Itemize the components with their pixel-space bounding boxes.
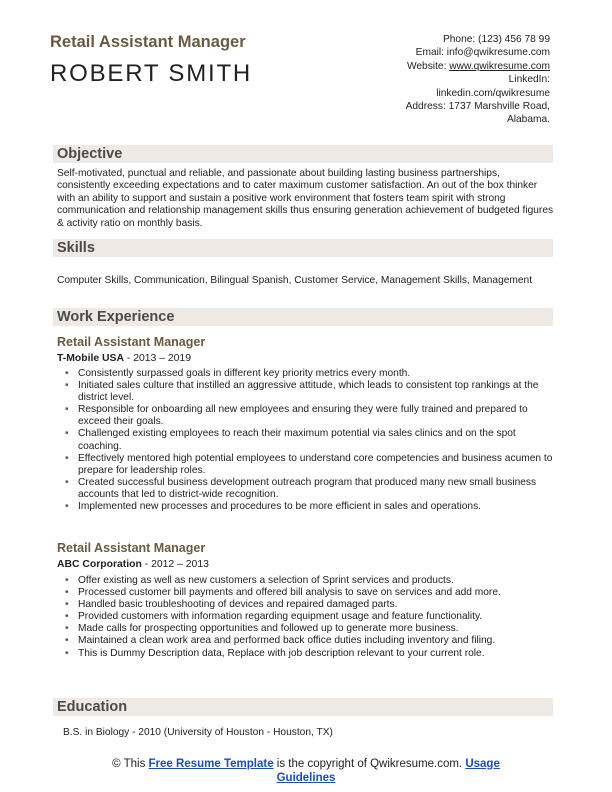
education-heading: Education	[57, 699, 128, 715]
contact-linkedin-value: linkedin.com/qwikresume	[436, 87, 550, 99]
job-1-title: Retail Assistant Manager	[57, 335, 206, 349]
candidate-name: ROBERT SMITH	[50, 60, 253, 87]
contact-email: Email: info@qwikresume.com	[415, 47, 550, 59]
job-2-title: Retail Assistant Manager	[57, 541, 206, 555]
copyright-footer	[0, 757, 612, 785]
website-link[interactable]: www.qwikresume.com	[449, 60, 550, 72]
bullet-icon: •	[65, 623, 69, 635]
list-item: • Consistently surpassed goals in different key priority metrics every month.	[65, 368, 411, 379]
objective-heading: Objective	[57, 146, 123, 162]
bullet-icon: •	[65, 635, 69, 647]
list-item: • Maintained a clean work area and performed back office duties including inventory and filing.	[65, 635, 496, 647]
bullet-icon: •	[65, 380, 69, 392]
job-2-dates: - 2012 – 2013	[141, 559, 209, 570]
bullet-icon: •	[65, 599, 69, 611]
skills-section-header	[53, 239, 553, 257]
list-item: • Challenged existing employees to reach their maximum potential via sales clinics and on the spot coaching.	[65, 428, 516, 452]
contact-block	[290, 33, 550, 127]
list-item: • Made calls for prospecting opportunities and followed up to generate more business.	[65, 623, 459, 635]
list-item: • Handled basic troubleshooting of devices and repaired damaged parts.	[65, 599, 398, 611]
bullet-icon: •	[65, 587, 69, 599]
list-item: • Implemented new processes and procedures to be more efficient in sales and operations.	[65, 501, 482, 513]
contact-linkedin-label: LinkedIn:	[508, 74, 550, 86]
header-job-title: Retail Assistant Manager	[50, 33, 246, 51]
skills-text: Computer Skills, Communication, Bilingual Spanish, Customer Service, Management Skills, Management	[57, 275, 533, 286]
bullet-icon: •	[65, 404, 69, 416]
education-text: B.S. in Biology - 2010 (University of Houston - Houston, TX)	[63, 727, 333, 738]
objective-section-header	[53, 145, 553, 163]
bullet-icon: •	[65, 575, 69, 586]
education-section-header	[53, 698, 553, 716]
footer-prefix: © This	[112, 758, 149, 770]
list-item: • Offer existing as well as new customers a selection of Sprint services and products.	[65, 575, 454, 586]
job-1-company-line	[57, 353, 191, 364]
job-1-dates: - 2013 – 2019	[123, 353, 191, 364]
usage-guidelines-link-part1[interactable]: Usage	[465, 758, 500, 770]
website-label: Website:	[406, 60, 450, 72]
job-2-company-line	[57, 559, 209, 570]
bullet-icon: •	[65, 476, 69, 488]
bullet-icon: •	[65, 611, 69, 623]
job-1-bullets	[63, 368, 553, 513]
list-item: • This is Dummy Description data, Replace with job description relevant to your current role.	[65, 647, 485, 659]
contact-website	[290, 60, 550, 73]
contact-phone: Phone: (123) 456 78 99	[442, 34, 550, 45]
usage-guidelines-link-part2[interactable]: Guidelines	[276, 772, 336, 784]
bullet-icon: •	[65, 452, 69, 464]
list-item: • Processed customer bill payments and offered bill analysis to save on services and add more.	[65, 587, 501, 599]
list-item: • Initiated sales culture that instilled an aggressive attitude, which leads to consistent top rankings at the district level.	[65, 380, 539, 404]
experience-section-header	[53, 308, 553, 326]
job-1-company: T-Mobile USA	[57, 353, 124, 364]
bullet-icon: •	[65, 428, 69, 440]
contact-address-line2: Alabama.	[506, 114, 550, 126]
objective-text: Self-motivated, punctual and reliable, and passionate about building lasting business partnerships, consistently exceeding expectations and to cater maximum customer satisfaction. An out of the box thinker with an ability to support and sustain a positive work environment that fosters team spirit with strong communication and relationship management skills thus ensuring generation achievement of budgeted figures & activity ratio on monthly basis.	[57, 168, 554, 229]
bullet-icon: •	[65, 501, 69, 513]
footer-middle: is the copyright of Qwikresume.com.	[273, 758, 466, 770]
bullet-icon: •	[65, 368, 69, 379]
list-item: • Responsible for onboarding all new employees and ensuring they were fully trained and prepared to exceed their goals.	[65, 404, 528, 428]
bullet-icon: •	[65, 647, 69, 659]
contact-address-line1: Address: 1737 Marshville Road,	[405, 101, 550, 113]
experience-heading: Work Experience	[57, 309, 175, 325]
list-item: • Provided customers with information regarding equipment usage and feature functionality.	[65, 611, 483, 623]
list-item: • Effectively mentored high potential employees to understand core competencies and business acumen to prepare for leadership roles.	[65, 452, 553, 476]
job-2-bullets	[63, 575, 553, 660]
free-resume-template-link[interactable]: Free Resume Template	[148, 758, 274, 770]
job-2-company: ABC Corporation	[57, 559, 142, 570]
skills-heading: Skills	[57, 240, 95, 256]
list-item: • Created successful business development outreach program that produced many new small business accounts that led to district-wide recognition.	[65, 476, 537, 500]
